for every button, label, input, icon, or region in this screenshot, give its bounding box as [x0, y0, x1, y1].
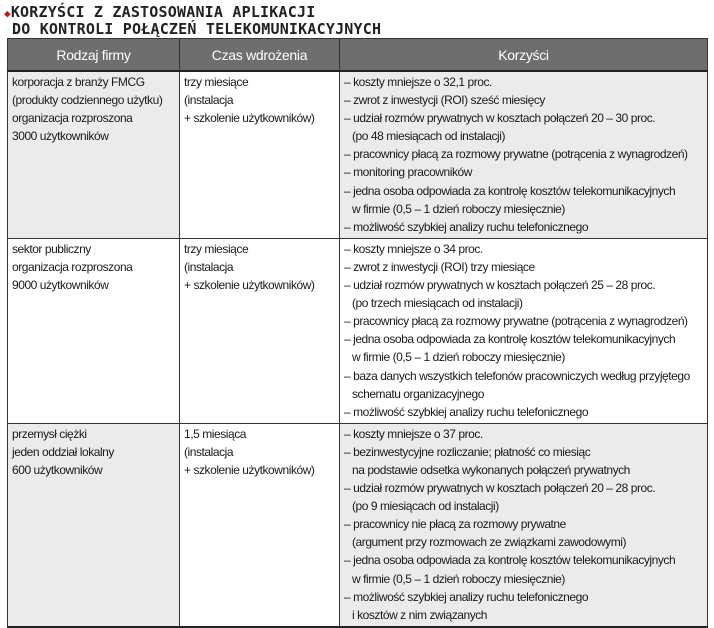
cell-line: (po 48 miesiącach od instalacji) — [352, 129, 506, 144]
deployment-time-cell — [180, 71, 340, 238]
cell-line: – udział rozmów prywatnych w kosztach połączeń 20 – 28 proc. — [344, 481, 656, 496]
cell-line: – zwrot z inwestycji (ROI) trzy miesiące — [344, 259, 535, 274]
cell-line: 3000 użytkowników — [12, 129, 109, 144]
cell-line: – jedna osoba odpowiada za kontrolę kosztów telekomunikacyjnych — [344, 183, 676, 198]
column-header-korzysci: Korzyści — [340, 39, 708, 72]
cell-line: – możliwość szybkiej analizy ruchu telefonicznego — [344, 219, 589, 234]
cell-line: korporacja z branży FMCG — [12, 75, 145, 89]
red-diamond-bullet-icon: ◆ — [4, 7, 11, 20]
cell-line: jeden oddział lokalny — [12, 444, 114, 459]
benefits-table — [7, 38, 708, 628]
deployment-time-cell — [180, 238, 340, 423]
table-row — [8, 71, 708, 238]
cell-line: – koszty mniejsze o 34 proc. — [344, 241, 483, 256]
cell-line: na podstawie odsetka wykonanych połączeń prywatnych — [352, 462, 630, 477]
cell-line: – pracownicy płacą za rozmowy prywatne (potrącenia z wynagrodzeń) — [344, 314, 688, 329]
cell-line: – koszty mniejsze o 37 proc. — [344, 426, 483, 441]
cell-line: – udział rozmów prywatnych w kosztach połączeń 20 – 30 proc. — [344, 111, 656, 126]
cell-line: + szkolenie użytkowników) — [184, 278, 315, 293]
cell-line: w firmie (0,5 – 1 dzień roboczy miesięcznie) — [352, 350, 565, 365]
cell-line: + szkolenie użytkowników) — [184, 111, 315, 126]
cell-line: (instalacja — [184, 93, 234, 108]
deployment-time-cell — [180, 423, 340, 627]
title-line-1 — [4, 3, 315, 21]
cell-line: – pracownicy nie płacą za rozmowy prywatne — [344, 517, 566, 532]
cell-line: – udział rozmów prywatnych w kosztach połączeń 25 – 28 proc. — [344, 278, 656, 293]
benefits-cell — [340, 423, 708, 627]
cell-line: przemysł ciężki — [12, 426, 87, 441]
cell-line: (po trzech miesiącach od instalacji) — [352, 296, 523, 311]
cell-line: trzy miesiące — [184, 75, 249, 89]
company-type-cell — [8, 238, 180, 423]
cell-line: organizacja rozproszona — [12, 259, 133, 274]
cell-line: – bezinwestycyjne rozliczanie; płatność co miesiąc — [344, 444, 591, 459]
cell-line: 1,5 miesiąca — [184, 426, 246, 441]
table-row — [8, 423, 708, 627]
title-line-2: DO KONTROLI POŁĄCZEŃ TELEKOMUNIKACYJNYCH — [12, 20, 382, 38]
cell-line: – możliwość szybkiej analizy ruchu telefonicznego — [344, 404, 589, 419]
cell-line: – monitoring pracowników — [344, 165, 472, 180]
benefits-cell — [340, 238, 708, 423]
column-header-czas-wdrozenia: Czas wdrożenia — [180, 39, 340, 72]
cell-line: + szkolenie użytkowników) — [184, 462, 315, 477]
cell-line: schematu organizacyjnego — [352, 386, 484, 401]
cell-line: organizacja rozproszona — [12, 111, 133, 126]
title-text: KORZYŚCI Z ZASTOSOWANIA APLIKACJI — [10, 3, 316, 21]
cell-line: – jedna osoba odpowiada za kontrolę kosztów telekomunikacyjnych — [344, 553, 676, 568]
company-type-cell — [8, 423, 180, 627]
cell-line: (po 9 miesiącach od instalacji) — [352, 499, 499, 514]
cell-line: – baza danych wszystkich telefonów pracowniczych według przyjętego — [344, 368, 690, 383]
cell-line: trzy miesiące — [184, 241, 249, 256]
cell-line: 9000 użytkowników — [12, 278, 109, 293]
cell-line: – pracownicy płacą za rozmowy prywatne (potrącenia z wynagrodzeń) — [344, 147, 688, 162]
cell-line: 600 użytkowników — [12, 462, 103, 477]
cell-line: i kosztów z nim związanych — [352, 607, 488, 622]
benefits-cell — [340, 71, 708, 238]
table-row — [8, 238, 708, 423]
company-type-cell — [8, 71, 180, 238]
cell-line: – zwrot z inwestycji (ROI) sześć miesięcy — [344, 93, 545, 108]
cell-line: sektor publiczny — [12, 241, 91, 256]
cell-line: – jedna osoba odpowiada za kontrolę kosztów telekomunikacyjnych — [344, 332, 676, 347]
cell-line: w firmie (0,5 – 1 dzień roboczy miesięcznie) — [352, 571, 565, 586]
cell-line: (argument przy rozmowach ze związkami zawodowymi) — [352, 535, 627, 550]
column-header-rodzaj-firmy: Rodzaj firmy — [8, 39, 180, 72]
cell-line: (instalacja — [184, 444, 234, 459]
cell-line: – koszty mniejsze o 32,1 proc. — [344, 75, 492, 89]
cell-line: – możliwość szybkiej analizy ruchu telefonicznego — [344, 589, 589, 604]
cell-line: (instalacja — [184, 259, 234, 274]
table-header-row — [8, 39, 708, 72]
cell-line: (produkty codziennego użytku) — [12, 93, 163, 108]
cell-line: w firmie (0,5 – 1 dzień roboczy miesięcznie) — [352, 201, 565, 216]
